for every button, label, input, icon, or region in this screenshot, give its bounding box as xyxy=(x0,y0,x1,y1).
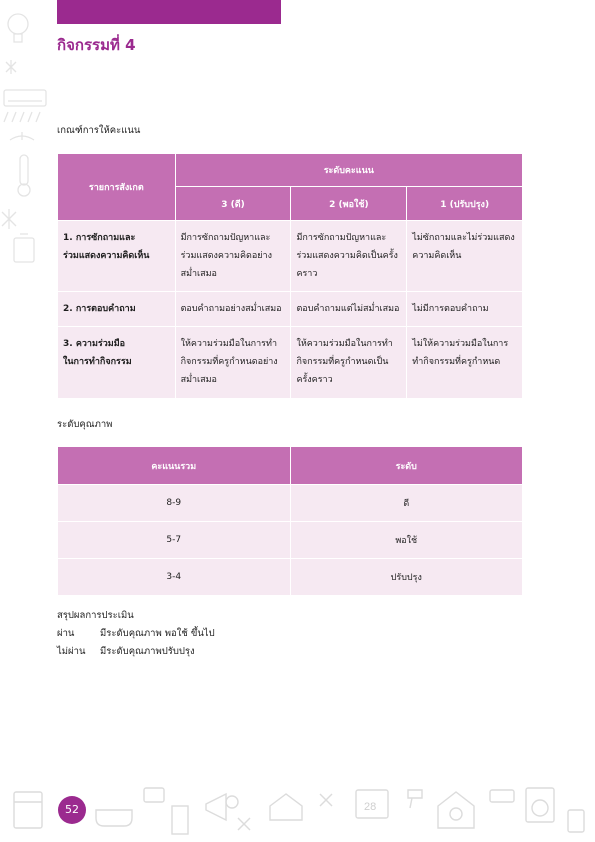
hairdryer-icon xyxy=(408,790,422,808)
table-row xyxy=(58,522,523,559)
bathtub-icon xyxy=(96,810,132,826)
score-cell: 8-9 xyxy=(58,485,291,522)
table-row xyxy=(58,221,523,292)
pass-label: ผ่าน xyxy=(57,628,75,639)
decorative-appliance-icons xyxy=(0,0,55,270)
snowflake-icon-3 xyxy=(238,818,250,830)
table-row xyxy=(58,559,523,596)
megaphone-icon xyxy=(206,794,238,820)
snowflake-icon xyxy=(6,60,16,74)
quality-level-table xyxy=(57,446,523,596)
level-header: 3 (ดี) xyxy=(175,187,291,221)
shower-icon xyxy=(10,132,34,140)
rubric-cell: ไม่ให้ความร่วมมือในการทำกิจกรรมที่ครูกำหนด xyxy=(407,327,523,399)
summary-title: สรุปผลการประเมิน xyxy=(57,610,134,621)
rubric-caption: เกณฑ์การให้คะแนน xyxy=(57,125,141,136)
rubric-cell: มีการซักถามปัญหาและร่วมแสดงความคิดเป็นครั้งคราว xyxy=(291,221,407,292)
svg-text:28: 28 xyxy=(364,801,377,813)
criteria-cell: 1. การซักถามและ ร่วมแสดงความคิดเห็น xyxy=(58,221,176,292)
rubric-cell: มีการซักถามปัญหาและร่วมแสดงความคิดอย่างสม่ำเสมอ xyxy=(175,221,291,292)
snowflake-icon-2 xyxy=(2,209,16,229)
fail-label: ไม่ผ่าน xyxy=(57,646,86,657)
score-cell: 3-4 xyxy=(58,559,291,596)
air-conditioner-icon xyxy=(4,90,46,122)
lightbulb-icon xyxy=(8,14,28,42)
fail-criteria: มีระดับคุณภาพปรับปรุง xyxy=(100,646,195,657)
rubric-cell: ตอบคำถามแต่ไม่สม่ำเสมอ xyxy=(291,292,407,327)
door-icon xyxy=(172,806,188,834)
oven-icon xyxy=(14,792,42,828)
assessment-summary xyxy=(57,607,215,661)
level-cell: ปรับปรุง xyxy=(290,559,523,596)
pass-criteria: มีระดับคุณภาพ พอใช้ ขึ้นไป xyxy=(100,628,215,639)
rubric-cell: ให้ความร่วมมือในการทำกิจกรรมที่ครูกำหนดอย่างสม่ำเสมอ xyxy=(175,327,291,399)
pass-row xyxy=(57,625,215,643)
level-header: 2 (พอใช้) xyxy=(291,187,407,221)
scoring-rubric-table xyxy=(57,153,523,399)
rubric-cell: ให้ความร่วมมือในการทำกิจกรรมที่ครูกำหนดเป็นครั้งคราว xyxy=(291,327,407,399)
score-cell: 5-7 xyxy=(58,522,291,559)
rubric-cell: ตอบคำถามอย่างสม่ำเสมอ xyxy=(175,292,291,327)
calendar-icon xyxy=(356,790,388,818)
levels-header: ระดับคะแนน xyxy=(175,154,522,187)
rubric-cell: ไม่ซักถามและไม่ร่วมแสดงความคิดเห็น xyxy=(407,221,523,292)
level-cell: พอใช้ xyxy=(290,522,523,559)
thermometer-icon xyxy=(18,155,30,196)
level-header: ระดับ xyxy=(290,447,523,485)
activity-title: กิจกรรมที่ 4 xyxy=(57,36,136,54)
battery-icon xyxy=(14,234,34,262)
level-cell: ดี xyxy=(290,485,523,522)
criteria-cell: 2. การตอบคำถาม xyxy=(58,292,176,327)
quality-caption: ระดับคุณภาพ xyxy=(57,419,113,430)
house-power-icon xyxy=(438,792,474,828)
table-row xyxy=(58,292,523,327)
sofa-icon xyxy=(490,790,514,802)
tv-icon xyxy=(144,788,164,802)
score-header: คะแนนรวม xyxy=(58,447,291,485)
table-row xyxy=(58,327,523,399)
snowflake-icon-4 xyxy=(320,794,332,806)
fail-row xyxy=(57,643,215,661)
rubric-cell: ไม่มีการตอบคำถาม xyxy=(407,292,523,327)
page-number-badge: 52 xyxy=(58,796,86,824)
house-hands-icon xyxy=(270,794,302,820)
level-header: 1 (ปรับปรุง) xyxy=(407,187,523,221)
criteria-header: รายการสังเกต xyxy=(58,154,176,221)
clipboard-icon xyxy=(568,810,584,832)
top-accent-bar xyxy=(57,0,281,24)
criteria-cell: 3. ความร่วมมือ ในการทำกิจกรรม xyxy=(58,327,176,399)
decorative-household-icons xyxy=(0,782,595,842)
table-row xyxy=(58,485,523,522)
washing-machine-icon xyxy=(526,788,554,822)
